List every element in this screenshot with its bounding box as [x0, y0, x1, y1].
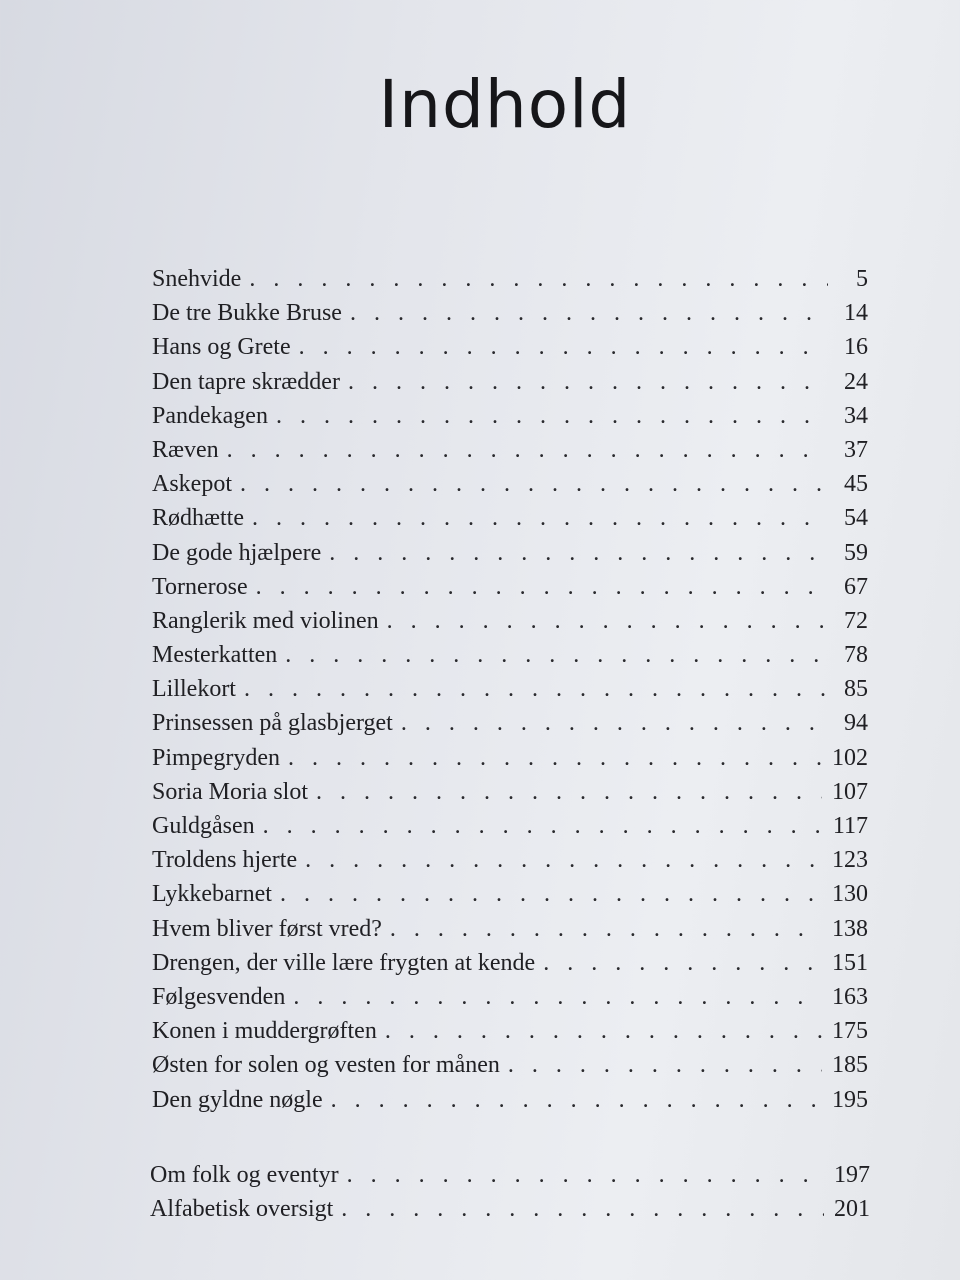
dot-leader [276, 399, 828, 433]
toc-entry-page-number: 54 [844, 505, 868, 532]
dot-leader [240, 467, 828, 501]
dot-leader [305, 843, 822, 877]
toc-entry-page-number: 16 [844, 334, 868, 361]
toc-entry [152, 501, 868, 535]
toc-entry [152, 843, 868, 877]
toc-entry [152, 433, 868, 467]
toc-entry-page-number: 107 [832, 778, 868, 805]
toc-entry-title: Pimpegryden [152, 744, 280, 771]
toc-entry [152, 262, 868, 296]
toc-entry-title: Følgesvenden [152, 983, 286, 1010]
toc-entry-title: Mesterkatten [152, 642, 278, 669]
dot-leader [543, 946, 822, 980]
toc-entry-title: Prinsessen på glasbjerget [152, 710, 393, 737]
toc-entry-title: De tre Bukke Bruse [152, 300, 342, 327]
dot-leader [316, 775, 822, 809]
toc-entry-title: Lillekort [152, 676, 236, 703]
toc-entry-title: Tornerose [152, 573, 248, 600]
dot-leader [348, 365, 828, 399]
toc-entry [152, 912, 868, 946]
toc-entry-title: Østen for solen og vesten for månen [152, 1052, 500, 1079]
toc-entry-page-number: 117 [832, 813, 868, 839]
toc-entry-page-number: 151 [832, 949, 868, 976]
toc-entry [152, 536, 868, 570]
toc-entry [150, 1192, 870, 1226]
toc-entry-page-number: 138 [832, 915, 868, 942]
dot-leader [329, 536, 828, 570]
toc-entry-title: Guldgåsen [152, 813, 255, 839]
toc-entry-title: Lykkebarnet [152, 881, 272, 908]
dot-leader [256, 570, 828, 604]
dot-leader [347, 1158, 824, 1192]
dot-leader [227, 433, 828, 467]
dot-leader [385, 1014, 822, 1048]
dot-leader [299, 330, 828, 364]
toc-entry [152, 638, 868, 672]
toc-entry-title: Snehvide [152, 266, 242, 292]
table-of-contents [152, 262, 868, 1117]
toc-entry-page-number: 59 [844, 539, 868, 566]
toc-entry [152, 1083, 868, 1117]
toc-entry-page-number: 185 [832, 1052, 868, 1079]
toc-entry-page-number: 67 [844, 573, 868, 600]
toc-entry-page-number: 24 [844, 368, 868, 395]
toc-entry-title: Soria Moria slot [152, 778, 308, 805]
toc-entry-page-number: 197 [834, 1162, 870, 1188]
toc-entry [152, 604, 868, 638]
toc-entry [152, 467, 868, 501]
dot-leader [244, 672, 828, 706]
dot-leader [249, 262, 828, 296]
toc-entry [152, 1014, 868, 1048]
dot-leader [331, 1083, 822, 1117]
toc-entry-page-number: 72 [844, 607, 868, 634]
toc-entry-page-number: 78 [844, 642, 868, 669]
toc-entry [150, 1158, 870, 1192]
toc-entry [152, 399, 868, 433]
toc-entry [152, 672, 868, 706]
toc-entry [152, 877, 868, 911]
toc-entry-page-number: 195 [832, 1086, 868, 1113]
toc-entry-page-number: 5 [856, 266, 868, 292]
toc-entry-page-number: 14 [844, 300, 868, 327]
toc-entry-title: Rødhætte [152, 505, 245, 532]
toc-entry [152, 365, 868, 399]
toc-entry-title: Hvem bliver først vred? [152, 915, 382, 942]
toc-entry-page-number: 37 [844, 436, 868, 463]
dot-leader [390, 912, 822, 946]
toc-entry [152, 570, 868, 604]
dot-leader [280, 877, 822, 911]
dot-leader [288, 741, 822, 775]
toc-entry-page-number: 163 [832, 983, 868, 1010]
toc-entry-title: Hans og Grete [152, 334, 291, 361]
dot-leader [401, 706, 828, 740]
toc-entry-page-number: 94 [844, 710, 868, 737]
toc-entry-page-number: 102 [832, 744, 868, 771]
toc-entry [152, 775, 868, 809]
toc-entry-title: Pandekagen [152, 402, 268, 429]
dot-leader [252, 501, 828, 535]
toc-entry-page-number: 175 [832, 1018, 868, 1045]
toc-entry-title: Troldens hjerte [152, 847, 298, 874]
toc-entry-page-number: 45 [844, 471, 868, 498]
toc-entry-page-number: 34 [844, 402, 868, 429]
dot-leader [387, 604, 828, 638]
toc-entry-title: Den tapre skrædder [152, 368, 340, 395]
toc-entry [152, 1048, 868, 1082]
toc-entry-page-number: 85 [844, 676, 868, 703]
toc-entry-title: Ranglerik med violinen [152, 607, 379, 634]
dot-leader [293, 980, 822, 1014]
toc-entry [152, 296, 868, 330]
dot-leader [341, 1192, 824, 1226]
dot-leader [350, 296, 828, 330]
toc-entry-page-number: 130 [832, 881, 868, 908]
table-of-contents-appendix [150, 1158, 870, 1226]
toc-entry-title: Om folk og eventyr [150, 1162, 339, 1188]
dot-leader [285, 638, 828, 672]
toc-entry [152, 809, 868, 843]
toc-entry-page-number: 201 [834, 1196, 870, 1223]
toc-entry-title: De gode hjælpere [152, 539, 322, 566]
toc-entry [152, 330, 868, 364]
toc-entry [152, 706, 868, 740]
toc-entry-title: Den gyldne nøgle [152, 1086, 323, 1113]
toc-entry-title: Askepot [152, 471, 232, 498]
toc-entry [152, 741, 868, 775]
dot-leader [263, 809, 823, 843]
toc-entry-title: Konen i muddergrøften [152, 1018, 377, 1045]
toc-entry-title: Alfabetisk oversigt [150, 1196, 334, 1223]
toc-entry [152, 946, 868, 980]
toc-entry [152, 980, 868, 1014]
toc-entry-title: Drengen, der ville lære frygten at kende [152, 949, 536, 976]
page-title: Indhold [378, 66, 632, 143]
toc-entry-page-number: 123 [832, 847, 868, 874]
toc-entry-title: Ræven [152, 436, 219, 463]
dot-leader [508, 1048, 822, 1082]
